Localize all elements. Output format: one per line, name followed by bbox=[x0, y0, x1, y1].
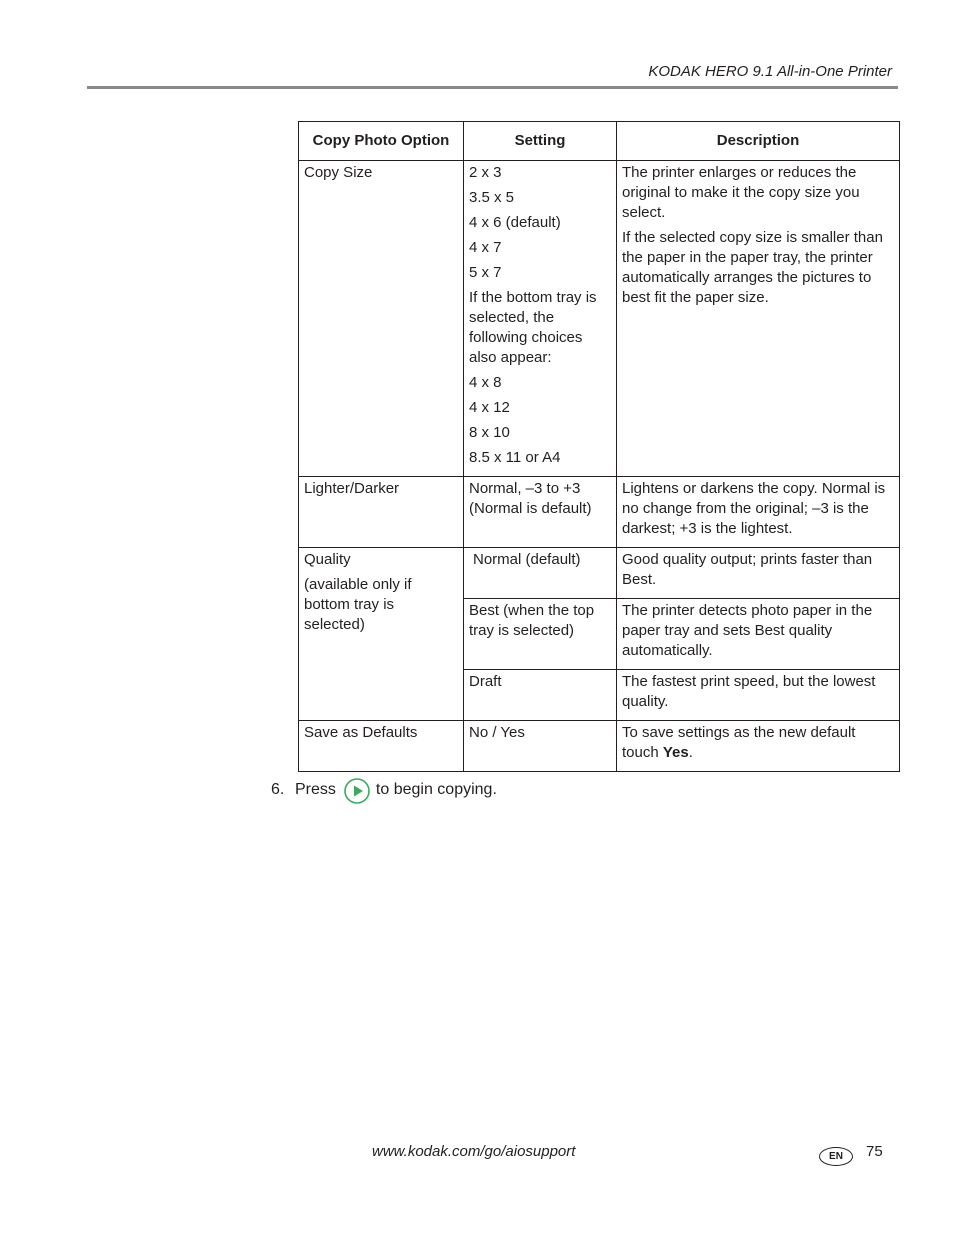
step-6 bbox=[271, 776, 497, 804]
setting-cell bbox=[464, 548, 617, 599]
setting-item: 4 x 8 bbox=[469, 374, 502, 391]
language-badge: EN bbox=[819, 1147, 853, 1166]
description-text bbox=[622, 723, 894, 763]
table-row-save-defaults bbox=[299, 721, 900, 772]
description-bold-yes: Yes bbox=[662, 744, 689, 761]
step-text-after: to begin copying. bbox=[375, 781, 497, 798]
table-row-copy-size bbox=[299, 161, 900, 477]
option-cell bbox=[299, 477, 464, 548]
setting-item: 8 x 10 bbox=[469, 424, 510, 441]
header-rule bbox=[87, 86, 898, 89]
column-header-option: Copy Photo Option bbox=[299, 122, 464, 161]
column-header-description: Description bbox=[617, 122, 900, 161]
description-cell bbox=[617, 721, 900, 772]
table-row-quality-normal bbox=[299, 548, 900, 599]
description-text: If the selected copy size is smaller than the paper in the paper tray, the printer automatically arranges the pictures to best fit the paper size. bbox=[622, 229, 883, 306]
description-cell bbox=[617, 161, 900, 477]
description-text: Lightens or darkens the copy. Normal is no change from the original; –3 is the darkest; +3 is the lightest. bbox=[622, 480, 886, 537]
option-copy-size: Copy Size bbox=[304, 164, 373, 181]
setting-cell bbox=[464, 599, 617, 670]
description-cell bbox=[617, 548, 900, 599]
setting-item: 8.5 x 11 or A4 bbox=[469, 449, 561, 466]
setting-cell bbox=[464, 477, 617, 548]
option-quality-note: (available only if bottom tray is selected) bbox=[304, 576, 412, 633]
setting-item: 4 x 7 bbox=[469, 239, 502, 256]
description-text: The printer detects photo paper in the paper tray and sets Best quality automatically. bbox=[622, 602, 873, 659]
step-text-before: Press bbox=[295, 781, 336, 798]
description-text: The printer enlarges or reduces the original to make it the copy size you select. bbox=[622, 164, 860, 221]
page-number: 75 bbox=[866, 1143, 883, 1160]
option-save-defaults: Save as Defaults bbox=[304, 724, 418, 741]
setting-item: 3.5 x 5 bbox=[469, 189, 515, 206]
description-text: The fastest print speed, but the lowest quality. bbox=[622, 673, 876, 710]
setting-text: No / Yes bbox=[469, 724, 525, 741]
setting-item: 2 x 3 bbox=[469, 164, 502, 181]
description-text: Good quality output; prints faster than Best. bbox=[622, 551, 873, 588]
copy-photo-options-table bbox=[298, 121, 900, 772]
option-cell bbox=[299, 548, 464, 721]
setting-text: Draft bbox=[469, 673, 502, 690]
setting-text: Normal, –3 to +3 (Normal is default) bbox=[469, 480, 592, 517]
description-prefix: To save settings as the new default touch bbox=[622, 724, 856, 761]
setting-text: Best (when the top tray is selected) bbox=[469, 602, 595, 639]
setting-item: 4 x 12 bbox=[469, 399, 510, 416]
setting-cell bbox=[464, 161, 617, 477]
table-row-lighter-darker bbox=[299, 477, 900, 548]
option-cell bbox=[299, 721, 464, 772]
option-quality: Quality bbox=[304, 551, 351, 568]
footer-support-url: www.kodak.com/go/aiosupport bbox=[372, 1143, 576, 1160]
description-cell bbox=[617, 599, 900, 670]
setting-item: 4 x 6 (default) bbox=[469, 214, 561, 231]
running-header-title: KODAK HERO 9.1 All-in-One Printer bbox=[648, 63, 892, 80]
setting-cell bbox=[464, 670, 617, 721]
option-cell bbox=[299, 161, 464, 477]
start-play-icon bbox=[344, 778, 368, 802]
option-lighter-darker: Lighter/Darker bbox=[304, 480, 400, 497]
description-cell bbox=[617, 670, 900, 721]
column-header-setting: Setting bbox=[464, 122, 617, 161]
setting-text: Normal (default) bbox=[473, 551, 581, 568]
setting-note: If the bottom tray is selected, the following choices also appear: bbox=[469, 289, 597, 366]
description-cell bbox=[617, 477, 900, 548]
setting-item: 5 x 7 bbox=[469, 264, 502, 281]
table-header-row bbox=[299, 122, 900, 161]
description-suffix: . bbox=[688, 744, 693, 761]
setting-cell bbox=[464, 721, 617, 772]
step-number: 6. bbox=[271, 781, 285, 798]
